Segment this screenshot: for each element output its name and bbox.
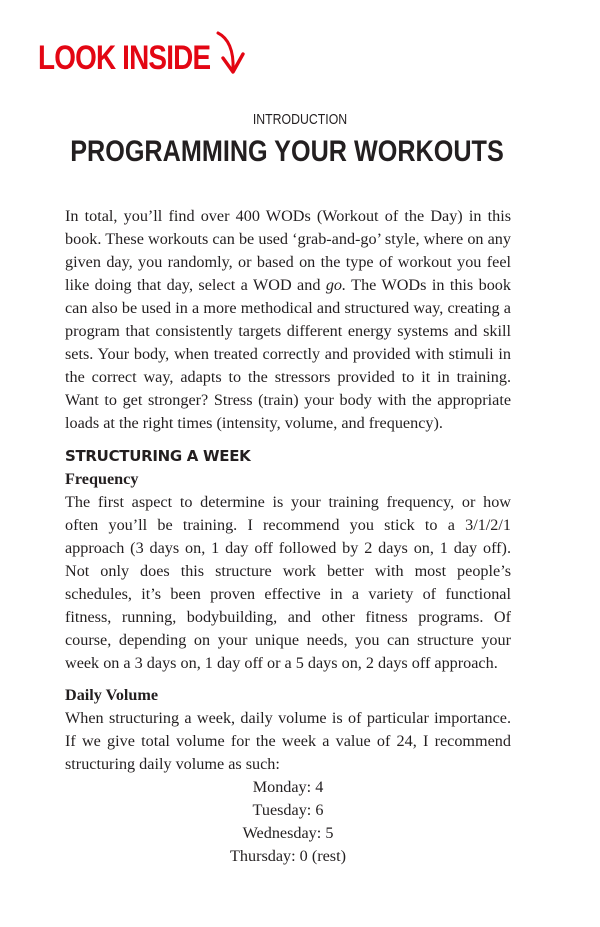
schedule-item: Thursday: 0 (rest) [230, 847, 346, 865]
intro-text-part1: In total, you’ll find over 400 WODs (Workout of the Day) in this book. These workouts can be used ‘grab-and-go’ style, where on any given day, you randomly, or based on the type of workout you feel like doing that day, select a WOD and [65, 207, 511, 294]
intro-emphasis: go. [325, 276, 347, 294]
chapter-label: INTRODUCTION [252, 111, 348, 128]
frequency-heading: Frequency [65, 470, 139, 488]
schedule-item: Wednesday: 5 [242, 824, 334, 842]
schedule-item: Monday: 4 [252, 778, 324, 796]
section-heading: STRUCTURING A WEEK [65, 447, 251, 465]
look-inside-label: LOOK INSIDE [38, 39, 211, 77]
look-inside-banner [38, 38, 248, 78]
daily-volume-heading: Daily Volume [65, 686, 159, 704]
intro-paragraph [65, 205, 511, 435]
page-body [65, 205, 511, 868]
daily-volume-schedule [65, 776, 511, 868]
intro-text-part2: The WODs in this book can also be used in a more methodical and structured way, creating a program that consistently targets different energy systems and skill sets. Your body, when treated correctly and provided with stimuli in the correct way, adapts to the stressors provided to it in training. Want to get stronger? Stress (train) your body with the appropriate loads at the right times (intensity, volume, and frequency). [65, 276, 511, 432]
frequency-paragraph: The first aspect to determine is your training frequency, or how often you’ll be training. I recommend you stick to a 3/1/2/1 approach (3 days on, 1 day off followed by 2 days on, 1 day off). Not only does this structure work better with most people’s schedules, it’s been proven effective in a variety of functional fitness, running, bodybuilding, and other fitness programs. Of course, depending on your unique needs, you can structure your week on a 3 days on, 1 day off or a 5 days on, 2 days off approach. [65, 493, 511, 672]
daily-volume-paragraph: When structuring a week, daily volume is of particular importance. If we give total volume for the week a value of 24, I recommend structuring daily volume as such: [65, 709, 511, 773]
schedule-item: Tuesday: 6 [252, 801, 324, 819]
curved-arrow-down-icon [214, 30, 250, 76]
chapter-title: PROGRAMMING YOUR WORKOUTS [70, 135, 504, 168]
